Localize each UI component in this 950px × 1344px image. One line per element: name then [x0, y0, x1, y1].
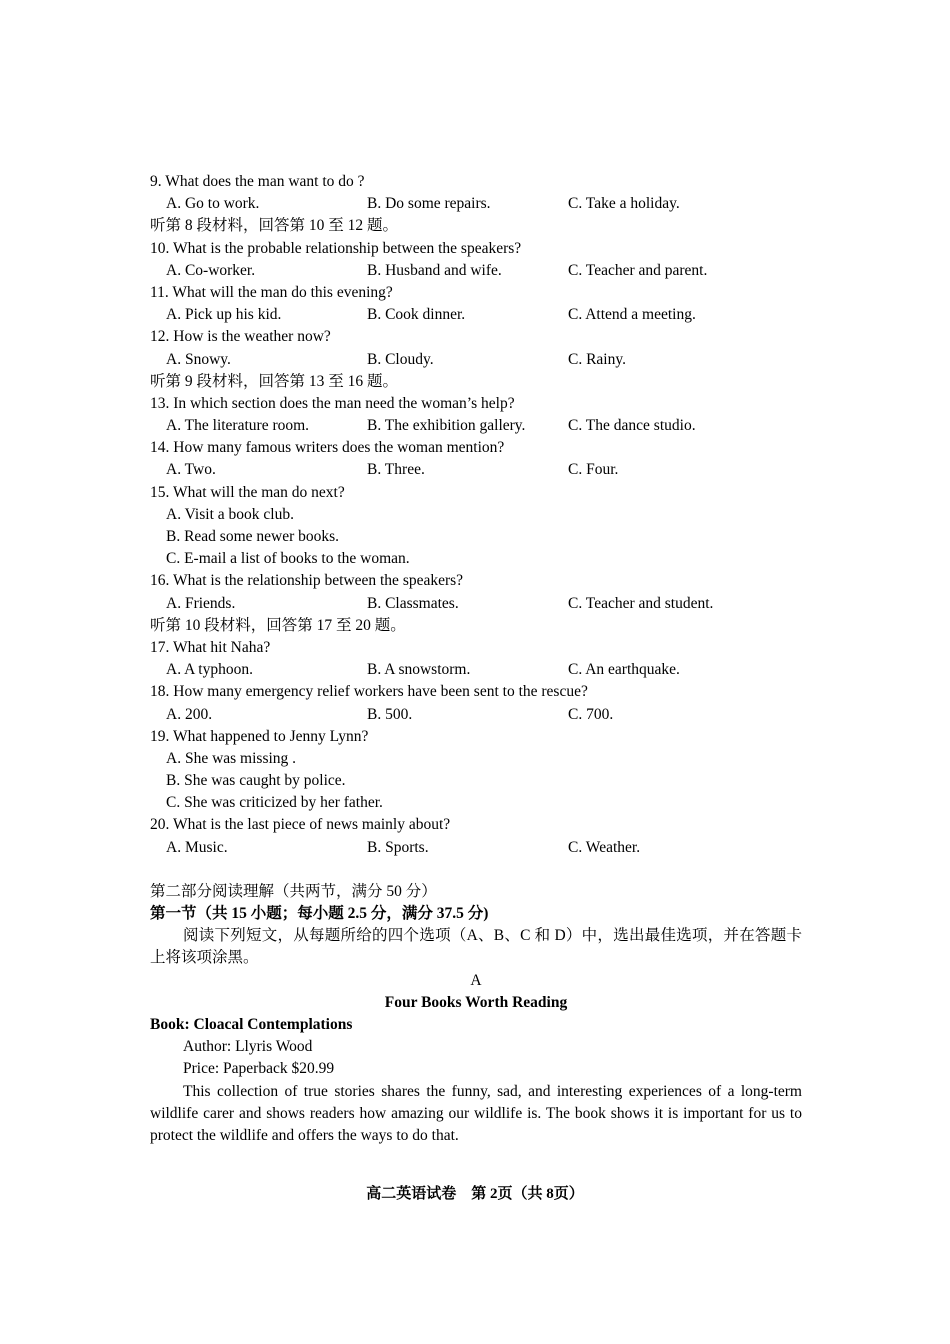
option-c: C. The dance studio. [568, 417, 696, 435]
option-c: C. Take a holiday. [568, 195, 680, 213]
options-row [150, 459, 802, 481]
question-9 [150, 171, 802, 215]
option-c: C. Rainy. [568, 350, 626, 368]
question-text: 9. What does the man want to do ? [150, 173, 365, 190]
instruction-section-8: 听第 8 段材料，回答第 10 至 12 题。 [150, 217, 399, 235]
options-row [150, 593, 802, 615]
question-text: 12. How is the weather now? [150, 328, 331, 346]
question-text: 10. What is the probable relationship between the speakers? [150, 239, 522, 257]
option-b: B. Cook dinner. [367, 306, 466, 324]
options-row [150, 193, 802, 215]
option-b: B. Read some newer books. [166, 528, 340, 545]
question-text: 20. What is the last piece of news mainly about? [150, 816, 451, 834]
book-1-price: Price: Paperback $20.99 [183, 1060, 335, 1078]
question-text: 18. How many emergency relief workers have been sent to the rescue? [150, 683, 588, 701]
option-a: A. Two. [166, 461, 216, 479]
option-a: A. Friends. [166, 594, 236, 612]
option-b: B. Sports. [367, 838, 429, 856]
spacer [150, 859, 802, 881]
option-a: A. A typhoon. [166, 661, 253, 679]
passage-title: Four Books Worth Reading [384, 993, 568, 1011]
option-b: B. Three. [367, 461, 425, 479]
question-text: 17. What hit Naha? [150, 638, 271, 656]
question-text: 19. What happened to Jenny Lynn? [150, 727, 369, 745]
option-c: C. Teacher and parent. [568, 261, 708, 279]
options-row [150, 659, 802, 681]
book-1-title: Book: Cloacal Contemplations [150, 1015, 353, 1033]
option-b: B. 500. [367, 705, 413, 723]
option-a: A. Snowy. [166, 350, 231, 368]
option-c: C. Teacher and student. [568, 594, 714, 612]
option-b: B. A snowstorm. [367, 661, 471, 679]
question-text: 13. In which section does the man need the woman’s help? [150, 394, 515, 412]
option-a: A. Go to work. [166, 195, 260, 213]
option-a: A. Music. [166, 838, 228, 856]
section-1-instructions: 阅读下列短文，从每题所给的四个选项（A、B、C 和 D）中，选出最佳选项，并在答题卡上将该项涂黑。 [150, 927, 802, 967]
option-b: B. Classmates. [367, 594, 459, 612]
question-11 [150, 282, 802, 326]
options-row [150, 415, 802, 437]
section-1-title: 第一节（共 15 小题；每小题 2.5 分，满分 37.5 分) [150, 905, 489, 922]
question-text: 16. What is the relationship between the speakers? [150, 572, 464, 590]
option-a: A. 200. [166, 705, 213, 723]
option-c: C. Four. [568, 461, 619, 479]
book-1-author: Author: Llyris Wood [183, 1038, 313, 1056]
option-c: C. Weather. [568, 838, 641, 856]
options-row [150, 837, 802, 859]
question-16 [150, 570, 802, 614]
options-row [150, 349, 802, 371]
page-footer: 高二英语试卷 第 2页（共 8页） [366, 1186, 584, 1202]
question-text: 15. What will the man do next? [150, 483, 345, 501]
option-b: B. Husband and wife. [367, 261, 502, 279]
option-b: B. Do some repairs. [367, 195, 491, 213]
option-b: B. She was caught by police. [166, 772, 346, 790]
option-a: A. Pick up his kid. [166, 306, 282, 324]
question-text: 11. What will the man do this evening? [150, 283, 393, 301]
question-20 [150, 814, 802, 858]
question-17 [150, 637, 802, 681]
option-c: C. She was criticized by her father. [166, 794, 383, 812]
page-content [150, 171, 802, 1147]
question-19 [150, 726, 802, 815]
option-a: A. The literature room. [166, 417, 310, 435]
part-2-title: 第二部分阅读理解（共两节，满分 50 分） [150, 882, 437, 900]
option-c: C. 700. [568, 705, 614, 723]
option-b: B. The exhibition gallery. [367, 417, 526, 435]
book-1-description: This collection of true stories shares the funny, sad, and interesting experiences of a long-term wildlife carer and shows readers how amazing our wildlife is. The book shows it is important for us to protect the wildlife and offers the ways to do that. [150, 1082, 802, 1144]
question-text: 14. How many famous writers does the woman mention? [150, 439, 505, 457]
options-row [150, 260, 802, 282]
instruction-section-9: 听第 9 段材料，回答第 13 至 16 题。 [150, 372, 399, 390]
question-14 [150, 437, 802, 481]
question-18 [150, 681, 802, 725]
question-13 [150, 393, 802, 437]
option-c: C. Attend a meeting. [568, 306, 696, 324]
option-c: C. E-mail a list of books to the woman. [166, 550, 410, 568]
passage-label: A [470, 971, 482, 989]
options-row [150, 304, 802, 326]
option-a: A. She was missing . [166, 749, 297, 767]
options-row [150, 704, 802, 726]
instruction-section-10: 听第 10 段材料，回答第 17 至 20 题。 [150, 616, 406, 634]
option-a: A. Co-worker. [166, 261, 256, 279]
question-15 [150, 482, 802, 571]
question-10 [150, 238, 802, 282]
option-b: B. Cloudy. [367, 350, 434, 368]
option-a: A. Visit a book club. [166, 505, 294, 523]
question-12 [150, 326, 802, 370]
option-c: C. An earthquake. [568, 661, 680, 679]
